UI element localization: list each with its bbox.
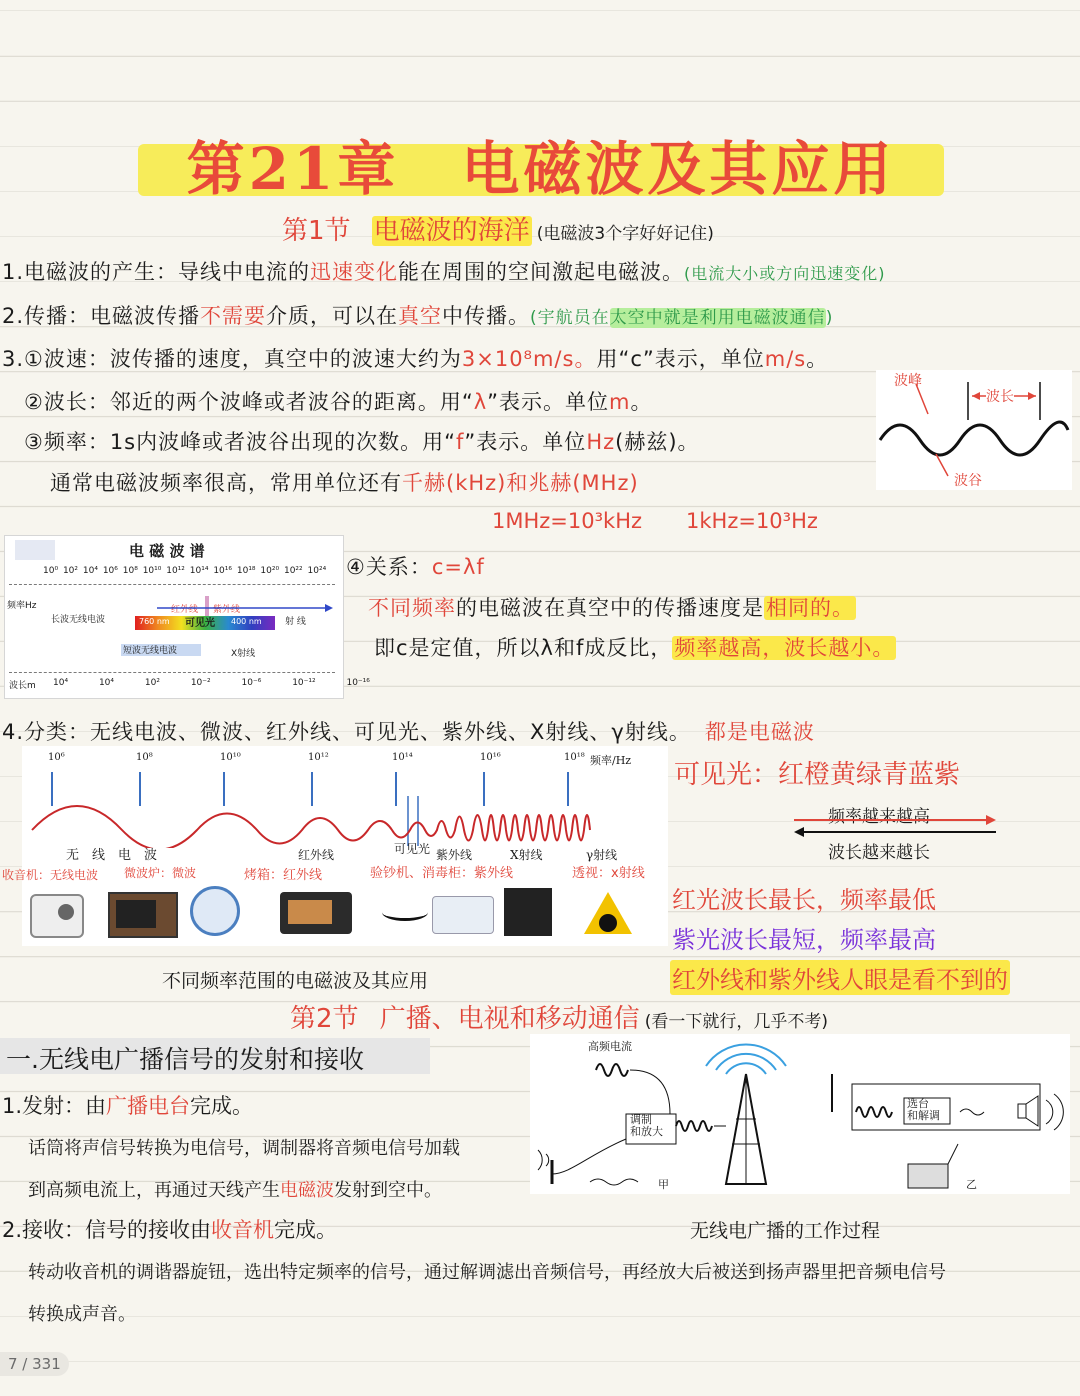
para-relation <box>346 551 485 581</box>
para-generation <box>2 256 886 286</box>
freq-tick: 10¹⁶ <box>480 752 501 763</box>
freq-tick: 10¹⁰ <box>220 752 241 763</box>
freq-tick: 10¹² <box>308 752 329 763</box>
wl-tick: 10⁻¹² <box>292 678 316 688</box>
spectrum-freq-ticks <box>43 566 326 576</box>
visible-label: 可见光 <box>185 618 215 629</box>
text: 1.发射：由 <box>2 1094 107 1118</box>
broadcast-diagram <box>530 1034 1070 1194</box>
freq-tick: 10²² <box>283 566 303 576</box>
text: 介质，可以在 <box>266 304 399 328</box>
radio-icon <box>30 894 84 938</box>
text: 2.接收：信号的接收由 <box>2 1218 212 1242</box>
trough-label: 波谷 <box>954 473 982 489</box>
para-frequency <box>24 426 700 456</box>
trough-pointer <box>936 454 948 476</box>
text: 1.电磁波的产生：导线中电流的 <box>2 260 311 284</box>
wavelength-increasing-label: 波长越来越长 <box>828 843 930 863</box>
text: 完成。 <box>274 1218 338 1242</box>
para-transmit-detail2 <box>28 1176 442 1202</box>
freq-increasing-label: 频率越来越高 <box>828 807 930 827</box>
app-xray-label: 透视：x射线 <box>572 866 645 881</box>
text: 能在周围的空间激起电磁波。 <box>398 260 685 284</box>
eye-icon <box>382 904 428 921</box>
app-uv-label: 验钞机、消毒柜：紫外线 <box>370 866 514 881</box>
para-propagation <box>2 300 833 330</box>
text: ”表示。单位 <box>464 430 587 454</box>
wl-tick: 10² <box>144 678 160 688</box>
nm760-label: 760 nm <box>139 617 170 626</box>
spectrum-corner-tab <box>15 540 55 560</box>
text-emph: 千赫(kHz)和兆赫(MHz) <box>402 471 639 495</box>
text: 用“c”表示，单位 <box>596 347 765 371</box>
long-wave-label: 长波无线电波 <box>51 615 106 625</box>
classification-caption: 不同频率范围的电磁波及其应用 <box>162 970 429 992</box>
formula: c=λf <box>431 555 485 579</box>
xray-band-label: X射线 <box>510 848 543 862</box>
para-transmit-detail1: 话筒将声信号转换为电信号，调制器将音频电信号加载 <box>28 1138 460 1159</box>
modulate-label: 调制 和放大 <box>630 1113 663 1138</box>
freq-tick: 10¹⁸ <box>236 566 256 576</box>
para-units <box>50 467 639 497</box>
infrared-band-label: 红外线 <box>298 848 335 862</box>
fig-yi-label: 乙 <box>966 1178 977 1191</box>
hf-current-label: 高频电流 <box>588 1040 632 1053</box>
section1-number: 第1节 <box>282 216 351 246</box>
app-radio-label: 收音机：无线电波 <box>2 868 99 882</box>
xray-image-icon <box>504 888 552 936</box>
wavelength-axis-label: 波长m <box>9 681 36 691</box>
text-emph: 电磁波 <box>280 1180 334 1201</box>
section1-title: 电磁波的海洋 <box>373 216 530 246</box>
text-emph: 都是电磁波 <box>704 720 815 744</box>
wave-diagram <box>876 370 1072 490</box>
infrared-label: 红外线 <box>171 605 199 615</box>
radio-broadcast-figure <box>530 1034 1070 1194</box>
text-emph: 广播电台 <box>106 1094 191 1118</box>
text-emph: λ <box>473 390 488 414</box>
note: (宇航员在 <box>530 308 610 328</box>
note: ) <box>825 308 834 328</box>
crest-label: 波峰 <box>894 373 922 389</box>
text: ②波长：邻近的两个波峰或者波谷的距离。用“ <box>24 390 474 414</box>
text: ④关系： <box>346 555 432 579</box>
visible-band-label: 可见光 <box>394 842 431 856</box>
note-highlight: 太空中就是利用电磁波通信 <box>609 308 826 328</box>
text: 的电磁波在真空中的传播速度是 <box>456 596 764 620</box>
wave-curve <box>880 422 1068 455</box>
spectrum-wl-ticks <box>53 678 370 688</box>
text: ③频率：1s内波峰或者波谷出现的次数。用“ <box>24 430 457 454</box>
wl-tick: 10⁻² <box>190 678 211 688</box>
text-emph: 收音机 <box>211 1218 275 1242</box>
freq-tick: 10¹⁸ <box>564 752 585 763</box>
text-highlight: 相同的。 <box>766 596 854 620</box>
freq-unit-label: 频率/Hz <box>590 754 632 767</box>
para-receive <box>2 1214 337 1244</box>
subheading-box <box>0 1038 430 1074</box>
para-inverse <box>374 632 896 662</box>
text: 。 <box>630 390 653 414</box>
para-classification <box>2 716 815 746</box>
wl-tick: 10⁴ <box>98 678 114 688</box>
radiation-center-icon <box>599 914 617 932</box>
wl-tick: 10⁴ <box>53 678 69 688</box>
spectrum-title: 电 磁 波 谱 <box>129 542 205 560</box>
freq-axis-label: 频率Hz <box>7 601 37 611</box>
spectrum-arrow <box>155 602 335 614</box>
arrow-head-left <box>972 392 980 400</box>
para-wavelength <box>24 386 653 416</box>
freq-tick: 10⁶ <box>48 752 65 763</box>
freq-tick: 10² <box>62 566 78 576</box>
freq-tick: 10⁶ <box>102 566 118 576</box>
text: 发射到空中。 <box>334 1180 442 1201</box>
section2-number: 第2节 <box>290 1004 359 1034</box>
freq-tick: 10¹⁴ <box>392 752 413 763</box>
freq-tick: 10¹⁰ <box>142 566 162 576</box>
freq-tick: 10¹⁶ <box>213 566 232 576</box>
short-wave-label: 短波无线电波 <box>123 646 178 656</box>
text: 中传播。 <box>442 304 531 328</box>
freq-tick: 10⁸ <box>122 566 138 576</box>
invisible-light-note: 红外线和紫外线人眼是看不到的 <box>670 960 1010 995</box>
text: 通常电磁波频率很高，常用单位还有 <box>50 471 402 495</box>
text-emph: f <box>456 430 465 454</box>
chapter-title: 第21章 电磁波及其应用 <box>186 135 896 203</box>
freq-tick: 10⁸ <box>136 752 153 763</box>
microwave-icon <box>108 892 178 938</box>
conversion-khz: 1kHz=10³Hz <box>686 509 818 533</box>
text-emph: 不需要 <box>200 304 267 328</box>
freq-tick: 10²⁰ <box>260 566 280 576</box>
freq-tick: 10¹⁴ <box>189 566 209 576</box>
text: 3.①波速：波传播的速度，真空中的波速大约为 <box>2 347 462 371</box>
freq-tick: 10²⁴ <box>307 566 327 576</box>
direction-arrows <box>790 814 1000 838</box>
text-emph: 不同频率 <box>368 596 456 620</box>
arrow-head-right <box>1028 392 1036 400</box>
para-receive-detail: 转动收音机的调谐器旋钮，选出特定频率的信号，通过解调滤出音频信号，再经放大后被送到扬声器里把音频电信号 <box>28 1262 946 1283</box>
fig-jia-label: 甲 <box>658 1178 669 1191</box>
text-emph: 3×10⁸m/s。 <box>461 347 597 371</box>
text-highlight: 频率越高，波长越小。 <box>674 636 895 660</box>
red-light-note: 红光波长最长，频率最低 <box>672 886 936 914</box>
text-emph: 迅速变化 <box>310 260 399 284</box>
section1-note: (电磁波3个字好好记住) <box>536 224 714 244</box>
conversion-mhz: 1MHz=10³kHz <box>492 509 643 533</box>
freq-tick: 10⁴ <box>82 566 98 576</box>
gamma-band-label: γ射线 <box>586 848 618 862</box>
app-microwave-label: 微波炉：微波 <box>124 866 197 880</box>
text: 。 <box>806 347 829 371</box>
text-emph: m <box>609 390 631 414</box>
wl-tick: 10⁻¹⁶ <box>346 678 370 688</box>
text: 完成。 <box>190 1094 254 1118</box>
para-same-speed <box>368 592 856 622</box>
text-emph: m/s <box>764 347 807 371</box>
satellite-dish-icon <box>190 886 240 936</box>
wavelength-label: 波长 <box>986 386 1014 406</box>
classification-wave <box>22 768 668 848</box>
chapter-title-block <box>138 122 944 203</box>
text: 即c是定值，所以λ和f成反比， <box>374 636 673 660</box>
ultraviolet-label: 紫外线 <box>213 605 241 615</box>
tune-label: 选台 和解调 <box>907 1097 940 1122</box>
section1-heading <box>282 210 714 247</box>
violet-light-note: 紫光波长最短，频率最高 <box>672 926 936 954</box>
unit-conversions <box>492 509 818 533</box>
text: 4.分类：无线电波、微波、红外线、可见光、紫外线、X射线、γ射线。 <box>2 720 691 744</box>
section2-title: 广播、电视和移动通信 <box>379 1004 640 1034</box>
nm400-label: 400 nm <box>231 617 262 626</box>
freq-tick: 10¹² <box>166 566 185 576</box>
spectrum-axis-bottom <box>9 672 335 673</box>
page-indicator: 7 / 331 <box>0 1352 69 1376</box>
text: ”表示。单位 <box>487 390 610 414</box>
text: 到高频电流上，再通过天线产生 <box>28 1180 280 1201</box>
para-speed <box>2 343 828 373</box>
wl-tick: 10⁻⁶ <box>241 678 262 688</box>
em-spectrum-figure <box>4 535 370 699</box>
section2-heading <box>290 998 828 1035</box>
text-emph: Hz <box>586 430 616 454</box>
uv-band-label: 紫外线 <box>436 848 473 862</box>
para-receive-end: 转换成声音。 <box>28 1304 136 1325</box>
para-transmit <box>2 1090 253 1120</box>
text: 2.传播：电磁波传播 <box>2 304 201 328</box>
app-oven-label: 烤箱：红外线 <box>244 868 323 883</box>
money-detector-icon <box>432 896 494 934</box>
xray-label: X射线 <box>231 649 256 659</box>
subheading-broadcast: 一.无线电广播信号的发射和接收 <box>6 1045 364 1074</box>
spectrum-axis-top <box>9 584 335 585</box>
note: (电流大小或方向迅速变化) <box>684 264 886 283</box>
gamma-label: 射 线 <box>285 617 306 627</box>
radio-band-label: 无 线 电 波 <box>66 848 158 863</box>
em-classification-figure <box>2 746 668 946</box>
broadcast-caption: 无线电广播的工作过程 <box>690 1220 881 1242</box>
visible-colors-note: 可见光：红橙黄绿青蓝紫 <box>674 760 961 790</box>
section2-note: (看一下就行，几乎不考) <box>644 1012 829 1032</box>
freq-tick: 10⁰ <box>43 566 59 576</box>
text-emph: 真空 <box>398 304 443 328</box>
oven-icon <box>280 892 352 934</box>
text: (赫兹)。 <box>615 430 700 454</box>
